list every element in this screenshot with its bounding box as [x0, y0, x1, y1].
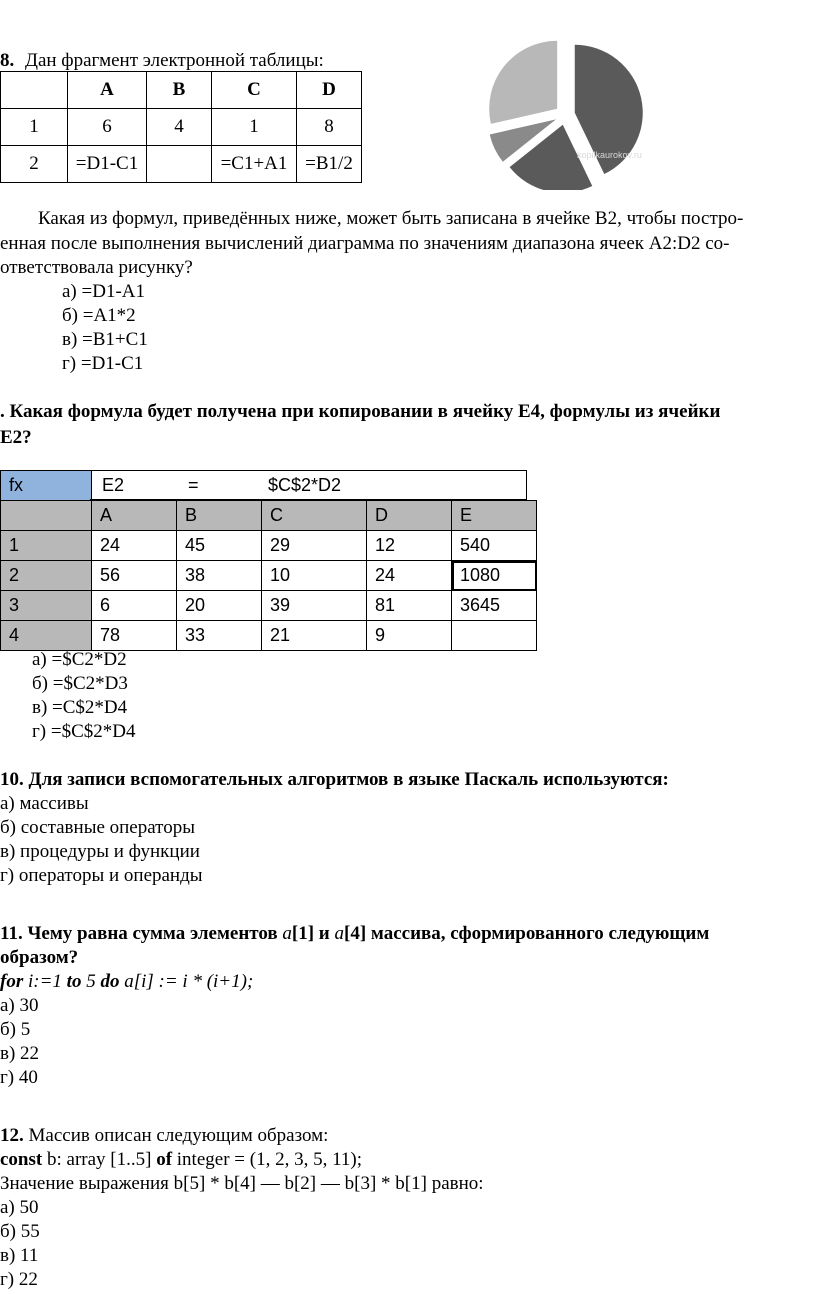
code-body: a[i] := i * (i+1); — [119, 971, 254, 992]
q8-option-c: в) =B1+C1 — [62, 329, 148, 350]
q11-options — [0, 994, 39, 1090]
q12-option-b: б) 55 — [0, 1221, 40, 1242]
q8-cell-b2 — [147, 146, 212, 183]
q9-options — [32, 648, 135, 744]
formula-bar-cell-ref: E2 — [102, 475, 125, 495]
code-range-start: i:=1 — [23, 971, 67, 992]
q9-cell: 21 — [262, 621, 367, 651]
q9-cell: 56 — [92, 561, 177, 591]
decl-mid: b: array [1..5] — [42, 1149, 157, 1170]
pie-chart — [480, 30, 650, 190]
q8-col-a: A — [68, 72, 147, 109]
q9-selected-cell-e2: 1080 — [452, 561, 537, 591]
q9-cell: 540 — [452, 531, 537, 561]
q9-title-line-1: . Какая формула будет получена при копировании в ячейку E4, формулы из ячейки — [0, 401, 721, 422]
q8-question-line-3: ответствовала рисунку? — [0, 257, 193, 278]
q9-row-2-num: 2 — [1, 561, 92, 591]
q9-title-line-2: E2? — [0, 427, 32, 448]
q9-row-3-num: 3 — [1, 591, 92, 621]
q11-title-prefix: 11. Чему равна сумма элементов — [0, 923, 283, 944]
q8-question-line-1: Какая из формул, приведённых ниже, может быть записана в ячейке B2, чтобы постро- — [38, 208, 744, 229]
q11-title-line-2: образом? — [0, 947, 79, 968]
q12-title — [0, 1124, 328, 1148]
q9-cell: 10 — [262, 561, 367, 591]
pie-watermark: kopilkaurokov.ru — [577, 150, 642, 160]
kw-do: do — [100, 971, 120, 992]
q8-cell-a1: 6 — [68, 109, 147, 146]
q8-cell-d2: =B1/2 — [297, 146, 362, 183]
q8-cell-c1: 1 — [212, 109, 297, 146]
q9-cell: 6 — [92, 591, 177, 621]
q9-option-b: б) =$C2*D3 — [32, 673, 128, 694]
q9-col-a: A — [92, 501, 177, 531]
q9-cell: 24 — [92, 531, 177, 561]
q10-title: 10. Для записи вспомогательных алгоритмов в языке Паскаль используются: — [0, 769, 669, 790]
q9-row-4-num: 4 — [1, 621, 92, 651]
q9-cell: 39 — [262, 591, 367, 621]
q9-col-e: E — [452, 501, 537, 531]
q9-option-d: г) =$C$2*D4 — [32, 721, 136, 742]
q11-title-line-1 — [0, 922, 709, 946]
q9-cell: 3645 — [452, 591, 537, 621]
q9-col-c: C — [262, 501, 367, 531]
q9-spreadsheet — [0, 470, 537, 651]
q9-cell: 29 — [262, 531, 367, 561]
q8-col-c: C — [212, 72, 297, 109]
q9-cell: 33 — [177, 621, 262, 651]
q12-option-d: г) 22 — [0, 1269, 38, 1290]
q9-option-a: а) =$C2*D2 — [32, 649, 127, 670]
q9-cell: 24 — [367, 561, 452, 591]
q11-option-a: а) 30 — [0, 995, 39, 1016]
q11-option-b: б) 5 — [0, 1019, 31, 1040]
q8-cell-c2: =C1+A1 — [212, 146, 297, 183]
q12-options — [0, 1196, 40, 1292]
q8-title: Дан фрагмент электронной таблицы: — [25, 50, 324, 71]
q8-question-line-2: енная после выполнения вычислений диаграмма по значениям диапазона ячеек A2:D2 со- — [0, 233, 730, 254]
q10-option-a: а) массивы — [0, 793, 89, 814]
q8-heading — [0, 49, 324, 73]
q12-option-a: а) 50 — [0, 1197, 39, 1218]
fx-text: fx — [9, 475, 24, 495]
fx-label — [1, 471, 92, 501]
code-range-end: 5 — [81, 971, 101, 992]
q10-option-b: б) составные операторы — [0, 817, 196, 838]
q12-title-text: Массив описан следующим образом: — [23, 1125, 329, 1146]
formula-bar — [90, 470, 527, 500]
q8-row-2-num: 2 — [1, 146, 68, 183]
q9-cell: 81 — [367, 591, 452, 621]
q8-col-b: B — [147, 72, 212, 109]
q9-cell: 9 — [367, 621, 452, 651]
q10-option-c: в) процедуры и функции — [0, 841, 200, 862]
kw-to: to — [66, 971, 82, 992]
q8-option-d: г) =D1-C1 — [62, 353, 144, 374]
q8-row-1-num: 1 — [1, 109, 68, 146]
q8-cell-d1: 8 — [297, 109, 362, 146]
q12-expression: Значение выражения b[5] * b[4] — b[2] — b[3] * b[1] равно: — [0, 1173, 484, 1194]
q8-cell-a2: =D1-C1 — [68, 146, 147, 183]
q9-cell: 12 — [367, 531, 452, 561]
q8-option-b: б) =A1*2 — [62, 305, 136, 326]
q12-option-c: в) 11 — [0, 1245, 39, 1266]
q8-col-d: D — [297, 72, 362, 109]
q8-number: 8. — [0, 50, 15, 71]
q9-option-c: в) =C$2*D4 — [32, 697, 128, 718]
q10-option-d: г) операторы и операнды — [0, 865, 203, 886]
q11-option-c: в) 22 — [0, 1043, 40, 1064]
q9-corner — [1, 501, 92, 531]
q9-col-b: B — [177, 501, 262, 531]
q10-options — [0, 792, 203, 888]
formula-bar-formula: $C$2*D2 — [268, 475, 342, 495]
pie-slice-3 — [489, 41, 557, 124]
q8-cell-b1: 4 — [147, 109, 212, 146]
q11-array-a2: a — [334, 923, 344, 944]
q11-index-2: [4] массива, сформированного следующим — [344, 923, 710, 944]
q11-code — [0, 970, 253, 994]
q11-array-a1: a — [282, 923, 292, 944]
q9-cell: 38 — [177, 561, 262, 591]
q11-option-d: г) 40 — [0, 1067, 38, 1088]
q9-cell: 20 — [177, 591, 262, 621]
q11-index-1: [1] и — [291, 923, 335, 944]
q9-row-1-num: 1 — [1, 531, 92, 561]
formula-bar-equals: = — [188, 475, 199, 495]
q12-declaration — [0, 1148, 362, 1172]
decl-end: integer = (1, 2, 3, 5, 11); — [172, 1149, 362, 1170]
q9-col-d: D — [367, 501, 452, 531]
q8-options — [62, 280, 148, 376]
q9-cell: 78 — [92, 621, 177, 651]
q12-number: 12. — [0, 1125, 24, 1146]
kw-for: for — [0, 971, 24, 992]
kw-const: const — [0, 1149, 43, 1170]
q9-cell — [452, 621, 537, 651]
q8-option-a: а) =D1-A1 — [62, 281, 145, 302]
q8-cell-corner — [1, 72, 68, 109]
q9-cell: 45 — [177, 531, 262, 561]
q8-table — [0, 71, 362, 183]
kw-of: of — [156, 1149, 173, 1170]
